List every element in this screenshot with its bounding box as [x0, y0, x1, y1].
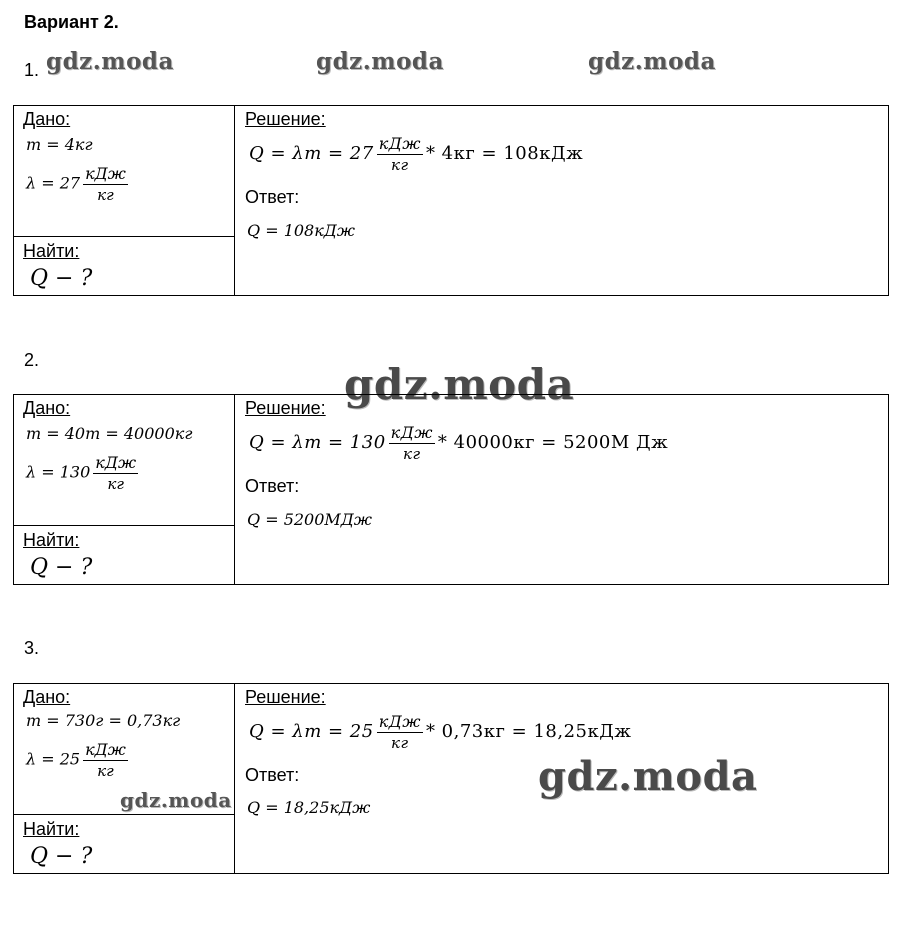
formula-left: Q = λm = 130	[249, 432, 386, 453]
given-section	[14, 106, 234, 237]
solution-formula	[249, 712, 631, 752]
formula-left: Q = λm = 27	[249, 143, 374, 164]
task-table	[13, 105, 889, 296]
given-label: Дано:	[23, 109, 71, 129]
lambda-value: λ = 25	[26, 749, 81, 769]
find-value: Q − ?	[30, 266, 93, 291]
watermark: gdz.moda	[344, 360, 575, 409]
find-label: Найти:	[23, 241, 80, 261]
fraction-denominator: кг	[391, 156, 409, 174]
fraction-denominator: кг	[97, 186, 114, 204]
fraction-numerator: кДж	[85, 164, 126, 183]
watermark: gdz.moda	[588, 48, 716, 75]
unit-fraction	[377, 712, 423, 752]
answer-label: Ответ:	[245, 187, 300, 207]
watermark: gdz.moda	[46, 48, 174, 75]
find-label: Найти:	[23, 819, 80, 839]
given-column	[14, 684, 235, 873]
lambda-value: λ = 27	[26, 173, 81, 193]
fraction-numerator: кДж	[85, 740, 126, 759]
task-number: 3.	[24, 638, 40, 658]
task-number: 1.	[24, 60, 40, 80]
unit-fraction	[83, 164, 128, 204]
unit-fraction	[83, 740, 128, 780]
unit-fraction	[389, 423, 435, 463]
watermark: gdz.moda	[316, 48, 444, 75]
find-value: Q − ?	[30, 555, 93, 580]
answer-value: Q = 18,25кДж	[247, 798, 371, 817]
answer-value: Q = 108кДж	[247, 221, 355, 240]
given-column	[14, 395, 235, 584]
given-lambda	[26, 164, 131, 204]
watermark: gdz.moda	[120, 788, 232, 812]
watermark: gdz.moda	[538, 753, 758, 800]
solution-formula	[249, 134, 583, 174]
fraction-numerator: кДж	[378, 712, 421, 731]
fraction-numerator: кДж	[378, 134, 421, 153]
page-title: Вариант 2.	[24, 12, 119, 32]
find-label: Найти:	[23, 530, 80, 550]
given-label: Дано:	[23, 398, 71, 418]
find-value: Q − ?	[30, 844, 93, 869]
fraction-denominator: кг	[402, 445, 421, 463]
lambda-value: λ = 130	[26, 462, 91, 482]
given-column	[14, 106, 235, 295]
fraction-denominator: кг	[107, 475, 124, 493]
fraction-denominator: кг	[97, 762, 114, 780]
formula-right: * 4кг = 108кДж	[425, 143, 584, 164]
task-table	[13, 683, 889, 874]
given-mass: m = 730г = 0,73кг	[26, 711, 181, 730]
answer-value: Q = 5200МДж	[247, 510, 372, 529]
fraction-denominator: кг	[391, 734, 409, 752]
task-number: 2.	[24, 350, 40, 370]
solution-formula	[249, 423, 668, 463]
unit-fraction	[93, 453, 138, 493]
given-section	[14, 395, 234, 526]
answer-label: Ответ:	[245, 765, 300, 785]
formula-right: * 40000кг = 5200М Дж	[437, 432, 669, 453]
solution-label: Решение:	[245, 687, 326, 707]
given-lambda	[26, 453, 141, 493]
task-table	[13, 394, 889, 585]
formula-right: * 0,73кг = 18,25кДж	[425, 721, 632, 742]
given-lambda	[26, 740, 131, 780]
fraction-numerator: кДж	[390, 423, 433, 442]
given-mass: m = 4кг	[26, 135, 93, 154]
formula-left: Q = λm = 25	[249, 721, 374, 742]
answer-label: Ответ:	[245, 476, 300, 496]
given-label: Дано:	[23, 687, 71, 707]
solution-label: Решение:	[245, 109, 326, 129]
fraction-numerator: кДж	[95, 453, 137, 472]
solution-label: Решение:	[245, 398, 326, 418]
unit-fraction	[377, 134, 423, 174]
given-mass: m = 40т = 40000кг	[26, 424, 193, 443]
